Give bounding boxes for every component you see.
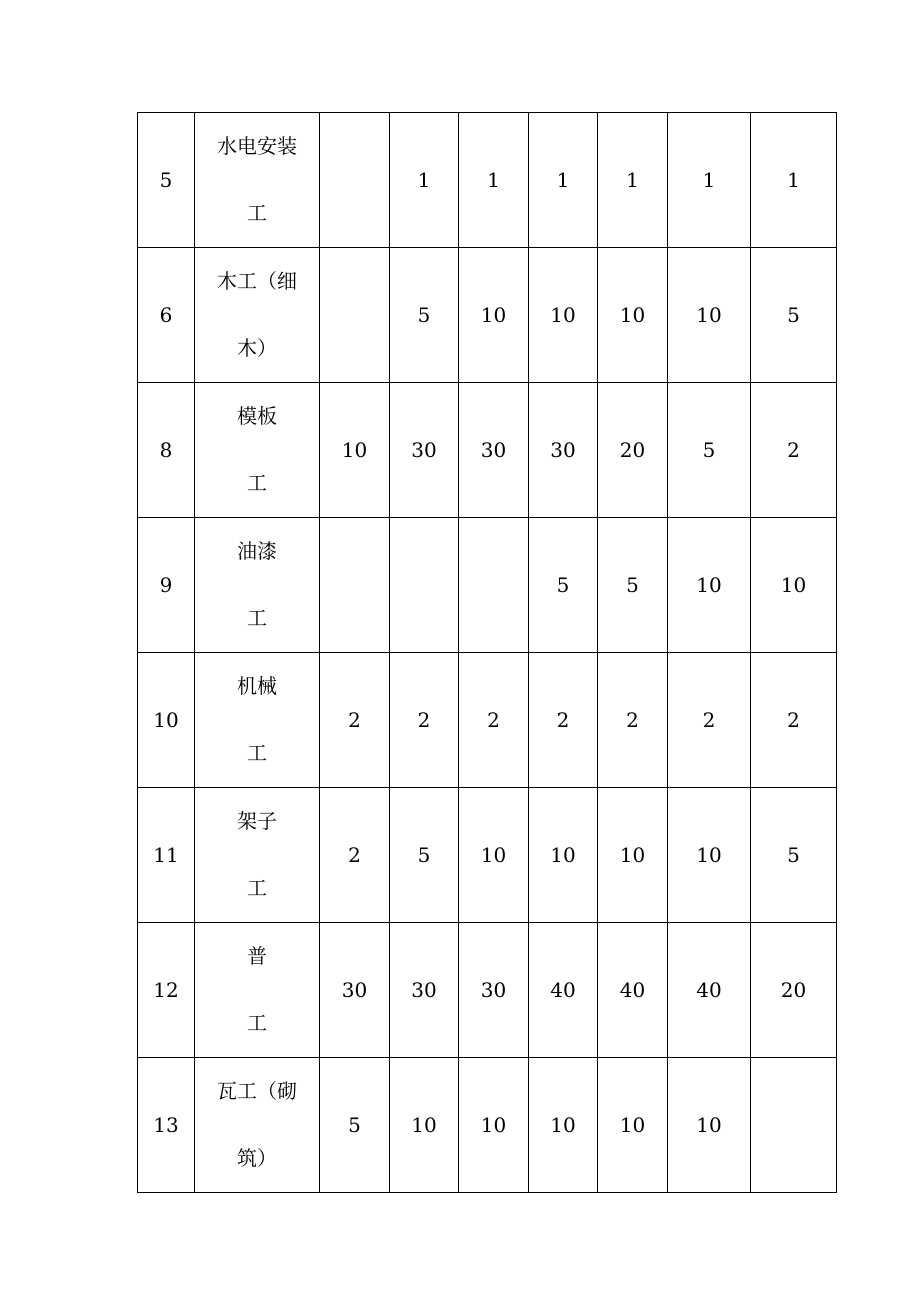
worker-count-cell: 40 [598,923,668,1058]
table-row [138,518,837,653]
worker-count-cell: 10 [668,788,751,923]
worker-count-cell: 10 [529,1058,598,1193]
worker-count-cell: 20 [751,923,837,1058]
worker-count-cell: 5 [390,248,459,383]
worker-count-cell: 2 [598,653,668,788]
worker-count-cell: 2 [320,653,390,788]
worker-count-cell: 2 [751,383,837,518]
worker-count-cell: 10 [598,788,668,923]
table-body [138,113,837,1193]
work-type-name-line: 工 [247,741,267,765]
table-row [138,923,837,1058]
worker-count-cell: 10 [598,248,668,383]
worker-count-cell: 1 [751,113,837,248]
worker-count-cell: 10 [459,248,529,383]
worker-count-cell: 1 [459,113,529,248]
work-type-name [195,788,320,923]
work-type-name-line: 工 [247,606,267,630]
worker-count-cell: 1 [529,113,598,248]
table-row [138,383,837,518]
table-row [138,248,837,383]
worker-count-cell: 30 [459,923,529,1058]
worker-count-cell [751,1058,837,1193]
row-number: 6 [138,248,195,383]
table-row [138,113,837,248]
work-type-name [195,923,320,1058]
worker-count-cell: 40 [668,923,751,1058]
work-type-name-line: 工 [247,1011,267,1035]
row-number: 9 [138,518,195,653]
row-number: 12 [138,923,195,1058]
row-number: 11 [138,788,195,923]
worker-count-cell: 30 [459,383,529,518]
worker-count-cell: 20 [598,383,668,518]
worker-count-cell: 2 [320,788,390,923]
table-row [138,653,837,788]
worker-count-cell: 5 [598,518,668,653]
work-type-name [195,1058,320,1193]
worker-count-cell: 40 [529,923,598,1058]
work-type-name-line: 机械 [237,674,277,698]
table-row [138,1058,837,1193]
worker-count-cell [320,518,390,653]
worker-count-cell: 2 [529,653,598,788]
row-number: 13 [138,1058,195,1193]
worker-count-cell: 2 [668,653,751,788]
work-type-name-line: 水电安装 [217,134,297,158]
worker-count-cell: 5 [390,788,459,923]
work-type-name [195,383,320,518]
worker-count-cell: 5 [751,248,837,383]
work-type-name-line: 工 [247,876,267,900]
worker-count-cell: 2 [751,653,837,788]
work-type-name [195,248,320,383]
worker-count-cell: 30 [529,383,598,518]
worker-count-cell: 10 [598,1058,668,1193]
work-type-name [195,518,320,653]
work-type-name-line: 工 [247,201,267,225]
worker-count-cell: 10 [390,1058,459,1193]
row-number: 8 [138,383,195,518]
work-type-name [195,113,320,248]
worker-count-cell: 10 [529,788,598,923]
work-type-name-line: 工 [247,471,267,495]
work-type-name [195,653,320,788]
worker-count-cell: 10 [459,788,529,923]
worker-count-cell [320,113,390,248]
work-type-name-line: 筑） [237,1146,277,1170]
worker-count-cell: 10 [668,248,751,383]
worker-count-cell [390,518,459,653]
worker-count-cell: 30 [390,923,459,1058]
worker-count-cell: 2 [390,653,459,788]
worker-count-cell: 10 [751,518,837,653]
table-row [138,788,837,923]
work-type-name-line: 油漆 [237,539,277,563]
work-type-name-line: 瓦工（砌 [217,1079,297,1103]
worker-count-cell: 10 [529,248,598,383]
work-type-name-line: 普 [247,944,267,968]
worker-count-cell: 10 [668,1058,751,1193]
worker-count-cell: 10 [459,1058,529,1193]
row-number: 5 [138,113,195,248]
labor-table [137,112,837,1193]
worker-count-cell: 5 [751,788,837,923]
worker-count-cell: 5 [668,383,751,518]
work-type-name-line: 木工（细 [217,269,297,293]
work-type-name-line: 模板 [237,404,277,428]
worker-count-cell [320,248,390,383]
worker-count-cell: 1 [668,113,751,248]
worker-count-cell: 30 [320,923,390,1058]
worker-count-cell: 10 [320,383,390,518]
work-type-name-line: 木） [237,336,277,360]
worker-count-cell [459,518,529,653]
row-number: 10 [138,653,195,788]
worker-count-cell: 1 [598,113,668,248]
work-type-name-line: 架子 [237,809,277,833]
worker-count-cell: 5 [320,1058,390,1193]
worker-count-cell: 10 [668,518,751,653]
worker-count-cell: 5 [529,518,598,653]
worker-count-cell: 1 [390,113,459,248]
worker-count-cell: 2 [459,653,529,788]
worker-count-cell: 30 [390,383,459,518]
